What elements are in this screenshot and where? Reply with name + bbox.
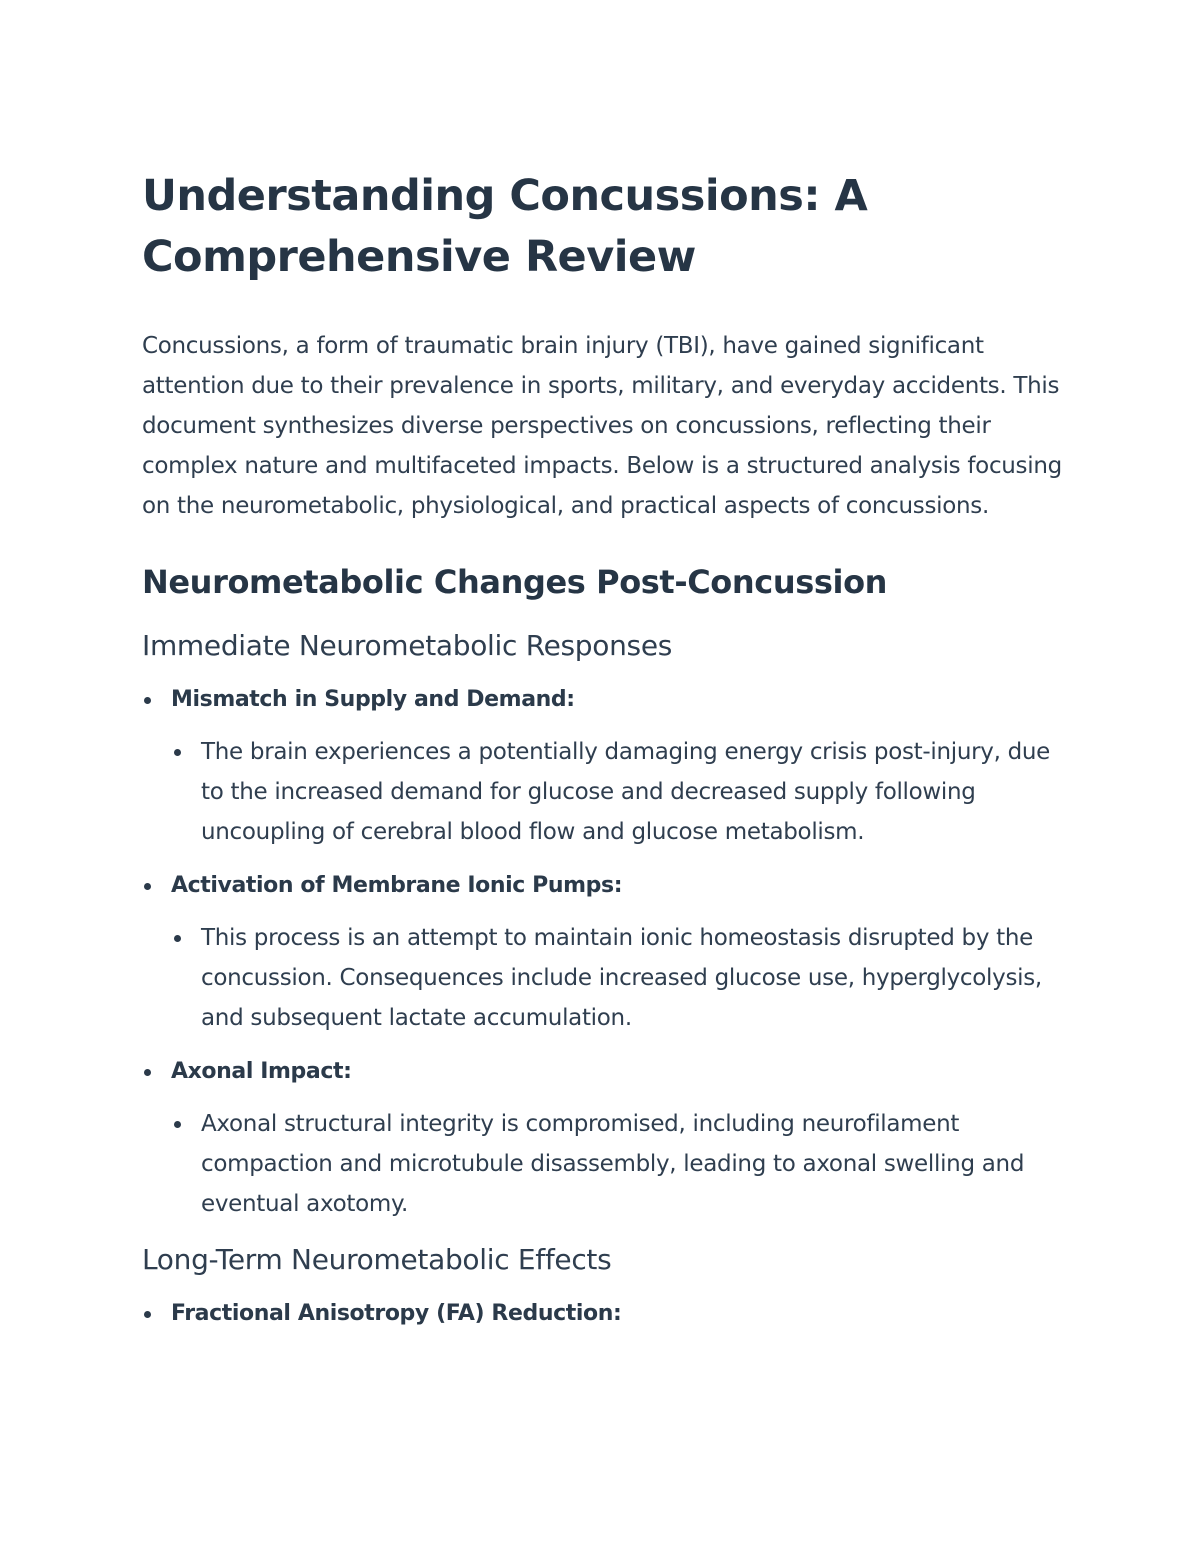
- list-item: [142, 1052, 1062, 1224]
- sub-list-item: [171, 732, 1062, 852]
- intro-paragraph: Concussions, a form of traumatic brain injury (TBI), have gained significant attention due to their prevalence in sports, military, and everyday accidents. This document synthesizes diverse perspectives on concussions, reflecting their complex nature and multifaceted impacts. Below is a structured analysis focusing on the neurometabolic, physiological, and practical aspects of concussions.: [142, 333, 1062, 519]
- sub-list-item-text: Axonal structural integrity is compromised, including neurofilament compaction and microtubule disassembly, leading to axonal swelling and eventual axotomy.: [201, 1111, 1025, 1217]
- bullet-icon: [174, 1121, 181, 1128]
- subsection-heading-long-term: Long-Term Neurometabolic Effects: [142, 1243, 612, 1276]
- list-item: [142, 1294, 1062, 1334]
- list-item-label: Activation of Membrane Ionic Pumps:: [171, 873, 623, 898]
- document-title: Understanding Concussions: A Comprehensive Review: [142, 171, 868, 282]
- bullet-icon: [144, 1311, 151, 1318]
- sub-list-item-text: This process is an attempt to maintain ionic homeostasis disrupted by the concussion. Consequences include increased glucose use, hyperglycolysis, and subsequent lactate accumulation.: [201, 925, 1042, 1031]
- list-item-label: Mismatch in Supply and Demand:: [171, 687, 575, 712]
- sub-list: [171, 918, 1062, 1038]
- bullet-icon: [174, 935, 181, 942]
- sub-list: [171, 732, 1062, 852]
- list-item-label: Fractional Anisotropy (FA) Reduction:: [171, 1301, 622, 1326]
- list-item: [142, 866, 1062, 1038]
- subsection-heading-immediate: Immediate Neurometabolic Responses: [142, 629, 673, 662]
- bullet-icon: [144, 697, 151, 704]
- section-heading-neurometabolic: Neurometabolic Changes Post-Concussion: [142, 563, 888, 601]
- long-term-effects-list: [142, 1294, 1062, 1334]
- sub-list-item-text: The brain experiences a potentially damaging energy crisis post-injury, due to the increased demand for glucose and decreased supply following uncoupling of cerebral blood flow and glucose metabolism.: [201, 739, 1051, 845]
- bullet-icon: [144, 883, 151, 890]
- list-item-label: Axonal Impact:: [171, 1059, 352, 1084]
- list-item: [142, 680, 1062, 852]
- sub-list-item: [171, 918, 1062, 1038]
- sub-list: [171, 1104, 1062, 1224]
- document-page: [142, 166, 1062, 1348]
- immediate-responses-list: [142, 680, 1062, 1224]
- sub-list-item: [171, 1104, 1062, 1224]
- bullet-icon: [144, 1069, 151, 1076]
- bullet-icon: [174, 749, 181, 756]
